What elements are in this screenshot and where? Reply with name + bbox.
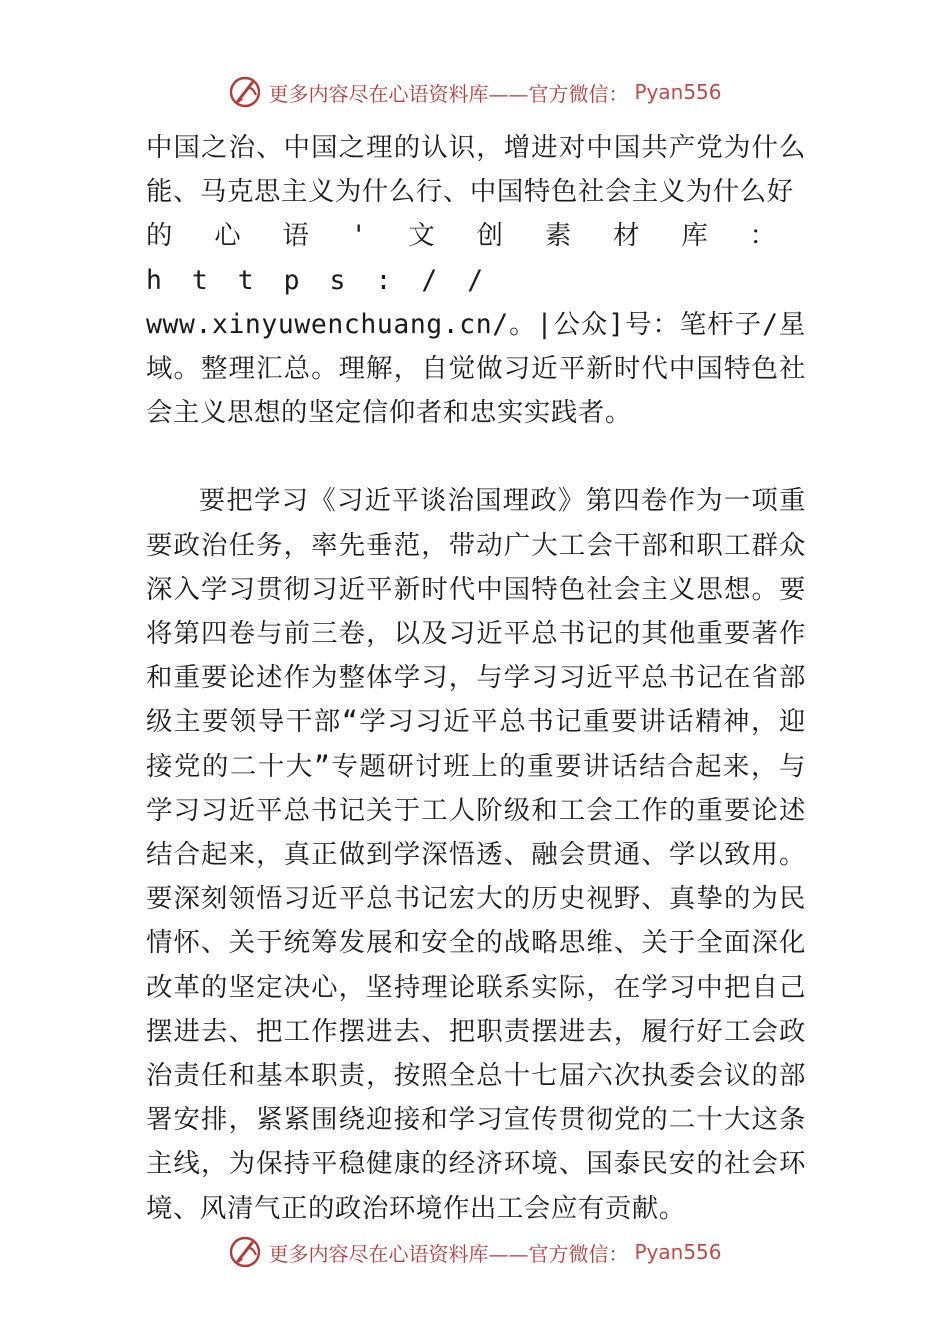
document-body [146, 126, 806, 1231]
pen-logo-icon [228, 1235, 262, 1269]
banner-text: 更多内容尽在心语资料库——官方微信： [268, 81, 629, 106]
paragraph-2: 要把学习《习近平谈治国理政》第四卷作为一项重要政治任务，率先垂范，带动广大工会干部和职工群众深入学习贯彻习近平新时代中国特色社会主义思想。要将第四卷与前三卷，以及习近平总书记的其他重要著作和重要论述作为整体学习，与学习习近平总书记在省部级主要领导干部“学习习近平总书记重要讲话精神，迎接党的二十大”专题研讨班上的重要讲话结合起来，与学习习近平总书记关于工人阶级和工会工作的重要论述结合起来，真正做到学深悟透、融会贯通、学以致用。要深刻领悟习近平总书记宏大的历史视野、真挚的为民情怀、关于统筹发展和安全的战略思维、关于全面深化改革的坚定决心，坚持理论联系实际，在学习中把自己摆进去、把工作摆进去、把职责摆进去，履行好工会政治责任和基本职责，按照全总十七届六次执委会议的部署安排，紧紧围绕迎接和学习宣传贯彻党的二十大这条主线，为保持平稳健康的经济环境、国泰民安的社会环境、风清气正的政治环境作出工会应有贡献。 [146, 485, 806, 1224]
footer-watermark-banner [0, 1232, 950, 1272]
paragraph-1-text-b: www.xinyuwenchuang.cn/。|公众]号：笔杆子/星域。整理汇总。理解，自觉做习近平新时代中国特色社会主义思想的坚定信仰者和忠实实践者。 [146, 308, 806, 429]
paragraph-1-text-a: 中国之治、中国之理的认识，增进对中国共产党为什么能、马克思主义为什么行、中国特色社会主义为什么好 [146, 132, 806, 208]
pen-logo-icon [228, 75, 262, 109]
header-watermark-banner [0, 72, 950, 112]
banner-wechat-id: Pyan556 [634, 80, 722, 104]
banner-text: 更多内容尽在心语资料库——官方微信： [268, 1241, 629, 1266]
paragraph-1-url-prefix: 的心语'文创素材库：https:// [146, 220, 806, 296]
banner-wechat-id: Pyan556 [634, 1240, 722, 1264]
paragraph-1 [146, 126, 806, 435]
